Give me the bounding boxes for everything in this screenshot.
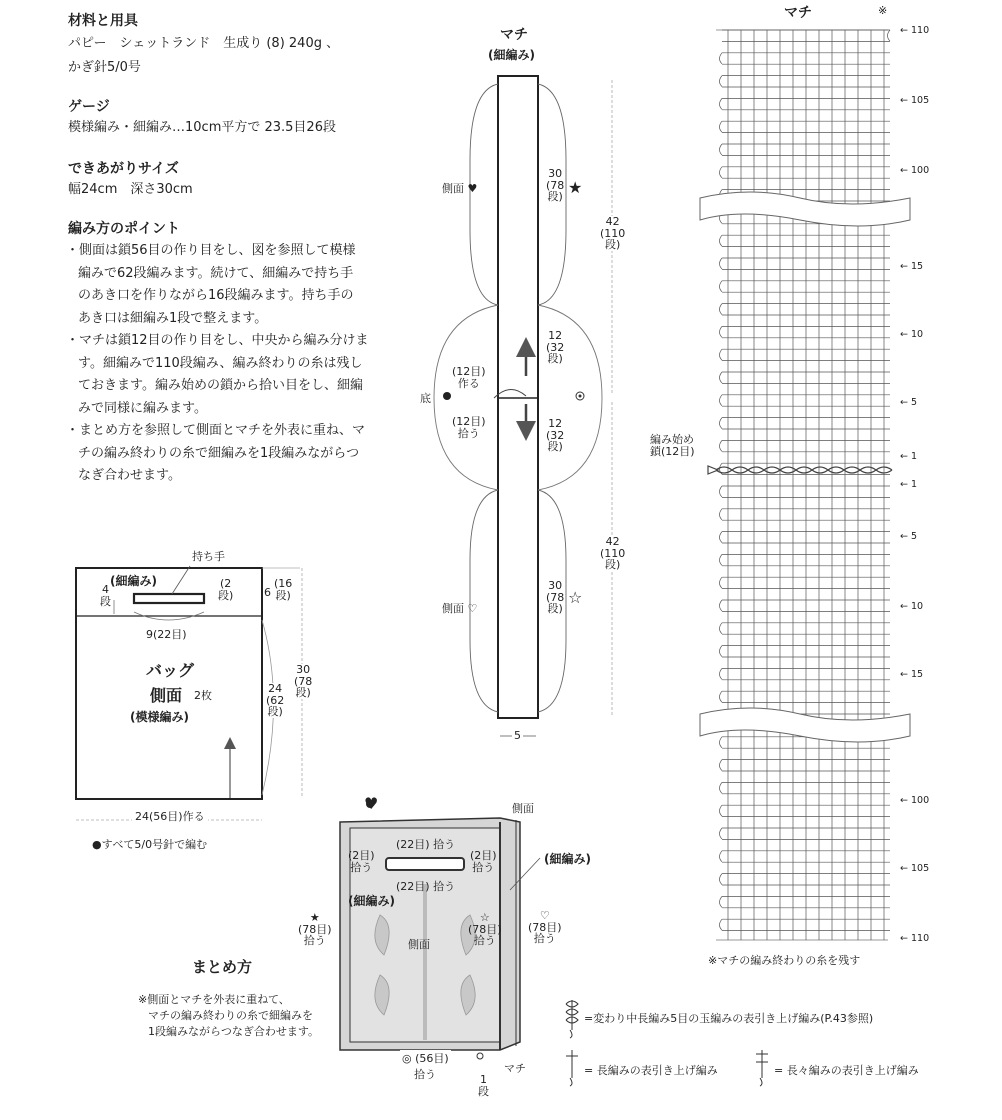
bag-side-title: 側面 xyxy=(150,686,183,705)
chart-turn xyxy=(720,440,723,451)
star-outline-icon: ☆ xyxy=(568,588,583,607)
point-line: す。細編みで110段編み、編み終わりの糸は残し xyxy=(78,355,363,371)
chart-turn xyxy=(720,349,723,360)
legend-2: = 長編みの表引き上げ編み xyxy=(584,1064,718,1077)
assembly-title: まとめ方 xyxy=(192,958,253,976)
chart-turn xyxy=(720,737,723,748)
assembly-heart-icon: ♥ xyxy=(364,794,379,813)
point-line: 編みで62段編みます。続けて、細編みで持ち手 xyxy=(78,265,354,281)
chart-turn xyxy=(720,577,723,588)
chart-turn xyxy=(720,235,723,246)
chart-row-label: ← 15 xyxy=(900,261,924,272)
dim-6: 6 xyxy=(264,586,271,599)
chart-turn xyxy=(720,554,723,565)
asm-bottom2: 拾う xyxy=(414,1068,436,1081)
chart-turn xyxy=(720,144,723,155)
gauge-heading: ゲージ xyxy=(68,99,110,115)
chart-turn xyxy=(720,486,723,497)
asm-side-center: 側面 xyxy=(408,938,430,951)
gauge-line: 模様編み・細編み…10cm平方で 23.5目26段 xyxy=(68,120,336,135)
point-line: みで同様に編みます。 xyxy=(78,400,207,416)
bag-count: 2枚 xyxy=(194,689,212,702)
bag-title: バッグ xyxy=(146,661,195,680)
legend-1: =変わり中長編み5目の玉編みの表引き上げ編み(P.43参照) xyxy=(584,1012,874,1025)
chart-row-label: ← 10 xyxy=(900,601,924,612)
chart-turn xyxy=(720,919,723,930)
chart-turn xyxy=(720,418,723,429)
chart-row-label: ← 100 xyxy=(900,165,930,176)
chart-turn xyxy=(720,372,723,383)
asm-pick2r: (2目) 拾う xyxy=(470,849,497,874)
heart-outline-icon: ♡ xyxy=(467,602,478,615)
dim-2: (2 段) xyxy=(218,577,234,602)
chart-turn xyxy=(720,98,723,109)
dim-16: (16 段) xyxy=(274,577,293,602)
asm-bottom: ◎ (56目) xyxy=(402,1052,449,1065)
asm-pick2l: (2目) 拾う xyxy=(348,849,375,874)
chart-row-label: ← 1 xyxy=(900,451,918,462)
asm-hosoami-right: (細編み) xyxy=(544,852,591,866)
chart-row-label: ← 15 xyxy=(900,669,924,680)
point-line: のあき口を作りながら16段編みます。持ち手の xyxy=(78,288,354,303)
gusset-pick: (12目) 拾う xyxy=(452,415,486,440)
dim-t12: 12 (32 段) xyxy=(546,329,565,366)
chart-turn xyxy=(720,258,723,269)
chart-mark: ※ xyxy=(878,4,888,17)
chart-title: マチ xyxy=(784,5,812,21)
asm-side-top: 側面 xyxy=(512,802,534,815)
chart-turn xyxy=(720,532,723,543)
chart-turn xyxy=(720,600,723,611)
handle-width: 9(22目) xyxy=(146,628,187,641)
dim-t42: 42 (110 段) xyxy=(600,215,626,252)
asm-pick22b: (22目) 拾う xyxy=(396,880,456,893)
chart-turn xyxy=(720,121,723,132)
star-icon: ★ xyxy=(568,178,583,197)
dim-4: 4 段 xyxy=(100,583,111,608)
size-line: 幅24cm 深さ30cm xyxy=(68,182,193,197)
point-line: ておきます。編み始めの鎖から拾い目をし、細編 xyxy=(78,378,363,393)
chart-row-label: ← 105 xyxy=(900,863,930,874)
asm-one: 1 段 xyxy=(478,1073,489,1098)
chart-turn xyxy=(720,828,723,839)
chart-start-chain xyxy=(708,466,892,474)
dim-30: 30 (78 段) xyxy=(294,663,313,700)
chart-turn xyxy=(720,509,723,520)
bag-width: 24(56目)作る xyxy=(132,808,208,824)
chart-turn xyxy=(720,874,723,885)
dim-b42: 42 (110 段) xyxy=(600,535,626,572)
chart-turn xyxy=(720,304,723,315)
asm-star-mid: ☆ (78目) 拾う xyxy=(468,911,502,948)
chart-turn xyxy=(720,395,723,406)
materials-heading: 材料と用具 xyxy=(68,13,138,29)
chart-row-label: ← 5 xyxy=(900,397,918,408)
asm-machi: マチ xyxy=(504,1062,526,1075)
gusset-width: 5 xyxy=(514,729,521,742)
dim-t30: 30 (78 段) xyxy=(546,167,565,204)
gusset-sub: (細編み) xyxy=(488,48,535,62)
heart-icon: ♥ xyxy=(467,182,478,195)
legend-3: = 長々編みの表引き上げ編み xyxy=(774,1064,919,1077)
asm-heart-right: ♡ (78目) 拾う xyxy=(528,909,562,946)
gusset-side-top: 側面 ♥ xyxy=(442,182,478,195)
gusset-side-bottom: 側面 ♡ xyxy=(442,602,478,615)
gusset-make: (12目) 作る xyxy=(452,365,486,390)
chart-turn xyxy=(720,691,723,702)
chart-turn xyxy=(720,805,723,816)
chart-row-label: ← 105 xyxy=(900,95,930,106)
asm-pick22a: (22目) 拾う xyxy=(396,838,456,851)
chart-turn xyxy=(720,326,723,337)
chart-turn xyxy=(720,646,723,657)
chart-row-label: ← 110 xyxy=(900,25,930,36)
chart-end-note: ※マチの編み終わりの糸を残す xyxy=(708,954,861,967)
dim-24: 24 (62 段) xyxy=(266,682,285,719)
asm-star-left: ★ (78目) 拾う xyxy=(298,911,332,948)
dim-b30: 30 (78 段) xyxy=(546,579,565,616)
gusset-bottom: 底 xyxy=(420,392,431,405)
materials-line2: かぎ針5/0号 xyxy=(68,60,141,75)
chart-turn xyxy=(720,167,723,178)
chart-row-label: ← 10 xyxy=(900,329,924,340)
asm-hosoami-left: (細編み) xyxy=(348,894,395,908)
point-line: ・側面は鎖56目の作り目をし、図を参照して模様 xyxy=(66,243,356,258)
chart-turn xyxy=(720,281,723,292)
bag-hosoami: (細編み) xyxy=(110,574,157,588)
gusset-title: マチ xyxy=(500,27,528,43)
bag-pattern: (模様編み) xyxy=(130,710,189,724)
point-line: ・まとめ方を参照して側面とマチを外表に重ね、マ xyxy=(66,423,366,438)
chart-turn xyxy=(720,851,723,862)
chart-start-label: 編み始め 鎖(12目) xyxy=(650,433,695,458)
size-heading: できあがりサイズ xyxy=(68,161,179,177)
chart-turn xyxy=(720,896,723,907)
chart-row-label: ← 5 xyxy=(900,531,918,542)
chart-row-label: ← 1 xyxy=(900,479,918,490)
points-heading: 編み方のポイント xyxy=(68,221,180,237)
chart-turn xyxy=(720,782,723,793)
point-line: あき口は細編み1段で整えます。 xyxy=(78,310,268,326)
chart-row-label: ← 100 xyxy=(900,795,930,806)
point-line: なぎ合わせます。 xyxy=(78,468,181,483)
chart-turn xyxy=(720,76,723,87)
gusset-schematic xyxy=(434,76,612,736)
chart-turn xyxy=(720,668,723,679)
handle-label: 持ち手 xyxy=(192,550,225,563)
chart-turn xyxy=(720,760,723,771)
chart-row-label: ← 110 xyxy=(900,933,930,944)
point-line: チの編み終わりの糸で細編みを1段編みながらつ xyxy=(78,445,360,461)
needle-note: ●すべて5/0号針で編む xyxy=(92,838,208,851)
assembly-note: ※側面とマチを外表に重ねて、 マチの編み終わりの糸で細編みを 1段編みながらつなぎ合わせます。 xyxy=(138,993,320,1038)
materials-line1: パピー シェットランド 生成り (8) 240g 、 xyxy=(68,36,340,51)
point-line: ・マチは鎖12目の作り目をし、中央から編み分けま xyxy=(66,333,369,348)
chart-turn xyxy=(888,30,891,41)
chart-turn xyxy=(720,53,723,64)
chart-turn xyxy=(720,623,723,634)
dim-b12: 12 (32 段) xyxy=(546,417,565,454)
